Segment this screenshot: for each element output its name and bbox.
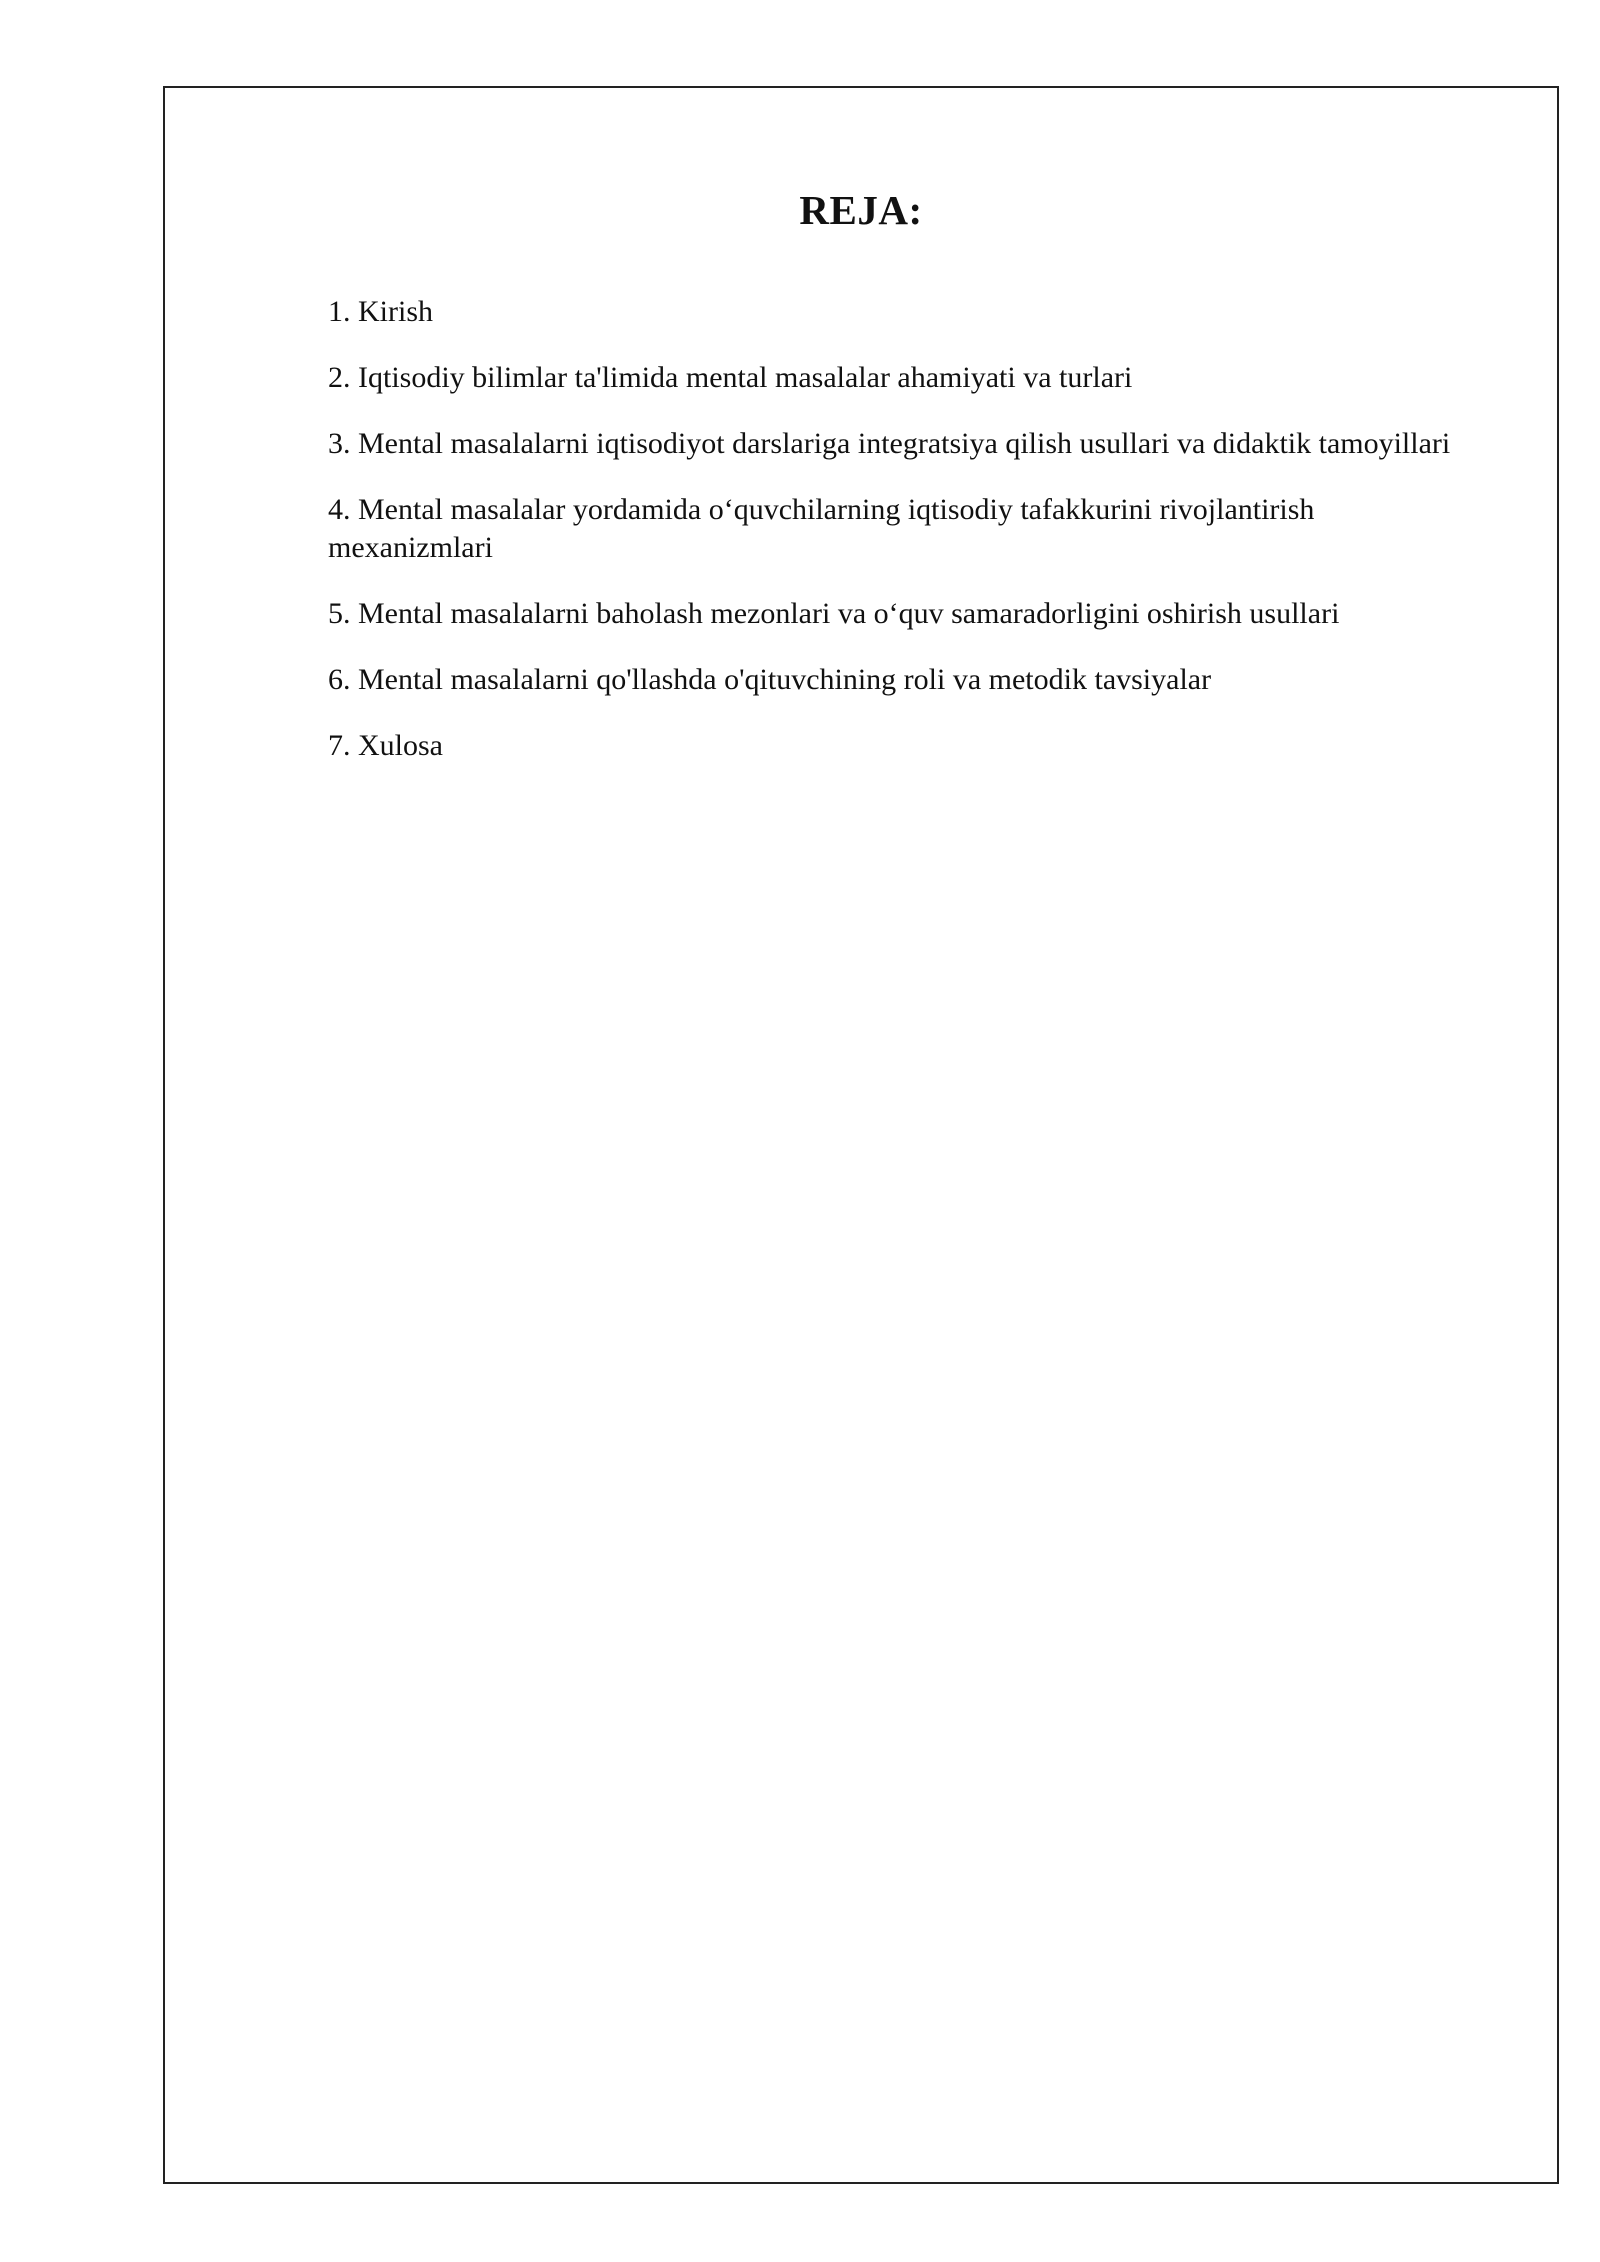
table-of-contents [328, 293, 1458, 793]
page-title: REJA: [799, 187, 923, 233]
toc-item-6: 6. Mental masalalarni qo'llashda o'qituvchining roli va metodik tavsiyalar [328, 663, 1212, 696]
toc-item-4: 4. Mental masalalar yordamida o‘quvchilarning iqtisodiy tafakkurini rivojlantirish mexanizmlari [328, 493, 1315, 564]
toc-item-5: 5. Mental masalalarni baholash mezonlari va o‘quv samaradorligini oshirish usullari [328, 597, 1340, 630]
toc-item-2: 2. Iqtisodiy bilimlar ta'limida mental masalalar ahamiyati va turlari [328, 361, 1133, 394]
toc-item-7: 7. Xulosa [328, 729, 443, 762]
toc-item-3: 3. Mental masalalarni iqtisodiyot darslariga integratsiya qilish usullari va didaktik tamoyillari [328, 427, 1451, 460]
toc-item-1: 1. Kirish [328, 295, 433, 328]
page-border [163, 86, 1559, 2184]
